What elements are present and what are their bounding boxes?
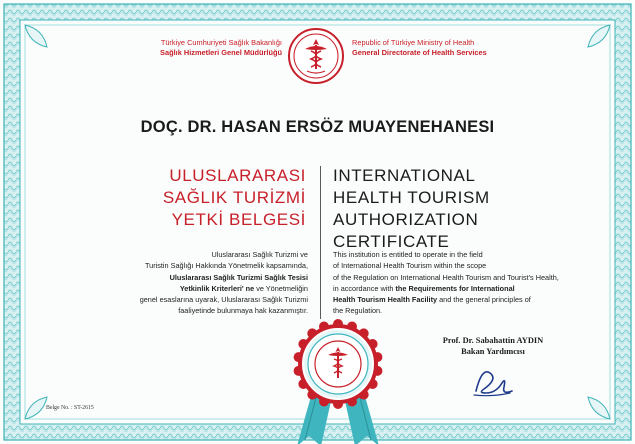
certificate-holder: DOÇ. DR. HASAN ERSÖZ MUAYENEHANESI (140, 118, 495, 136)
body-tr-bold: Uluslararası Sağlık Turizmi Sağlık Tesisi (169, 272, 308, 282)
ministry-name-en (352, 38, 542, 58)
ministry-line-en: Republic of Türkiye Ministry of Health (352, 38, 475, 47)
title-tr-line-1: ULUSLARARASI (169, 166, 306, 185)
title-en-line-3: AUTHORIZATION CERTIFICATE (333, 210, 479, 251)
body-en-line: of the Regulation on International Health Tourism and Tourist's Health, (333, 272, 559, 282)
ministry-seal-icon (287, 27, 345, 85)
center-divider (320, 166, 321, 319)
signer-name: Prof. Dr. Sabahattin AYDIN (442, 336, 544, 345)
signer-title: Bakan Yardımcısı (461, 346, 525, 356)
document-number: Belge No. : ST-2615 (46, 405, 94, 411)
certificate-body-en (333, 249, 603, 317)
body-tr-line: ve Yönetmeliğin (254, 283, 308, 293)
title-en-line-2: HEALTH TOURISM (333, 188, 490, 207)
body-tr-line: faaliyetinde bulunmaya hak kazanmıştır. (178, 306, 308, 316)
ministry-name-tr (118, 38, 282, 58)
certificate-title-tr (110, 165, 306, 231)
body-tr-line: Turistin Sağlığı Hakkında Yönetmelik kapsamında, (144, 261, 308, 271)
ministry-line-tr: Türkiye Cumhuriyeti Sağlık Bakanlığı (160, 38, 282, 47)
body-tr-line: Uluslararası Sağlık Turizmi ve (211, 250, 308, 259)
body-en-line: the Regulation. (333, 306, 383, 316)
title-en-line-1: INTERNATIONAL (333, 166, 476, 185)
title-tr-line-3: YETKİ BELGESİ (171, 210, 306, 229)
body-en-line: in accordance with (333, 283, 396, 293)
title-tr-line-2: SAĞLIK TURİZMİ (162, 188, 306, 207)
body-en-line: This institution is entitled to operate in the field (333, 250, 483, 259)
directorate-line-tr: Sağlık Hizmetleri Genel Müdürlüğü (160, 48, 282, 57)
certificate-body-tr (96, 249, 308, 317)
directorate-line-en: General Directorate of Health Services (352, 48, 487, 57)
body-tr-bold: Yetkinlik Kriterleri' ne (179, 283, 255, 293)
body-en-bold: Health Tourism Health Facility (333, 295, 438, 305)
signature-mark (470, 361, 516, 401)
rosette-seal-icon (263, 312, 413, 444)
body-en-line: of International Health Tourism within the scope (333, 261, 487, 271)
signer-block (418, 336, 568, 357)
body-en-bold: the Requirements for International (395, 283, 515, 293)
body-en-line: and the general principles of (437, 295, 531, 305)
body-tr-line: genel esaslarına uyarak, Uluslararası Sağlık Turizmi (139, 295, 308, 305)
certificate-title-en (333, 165, 593, 253)
